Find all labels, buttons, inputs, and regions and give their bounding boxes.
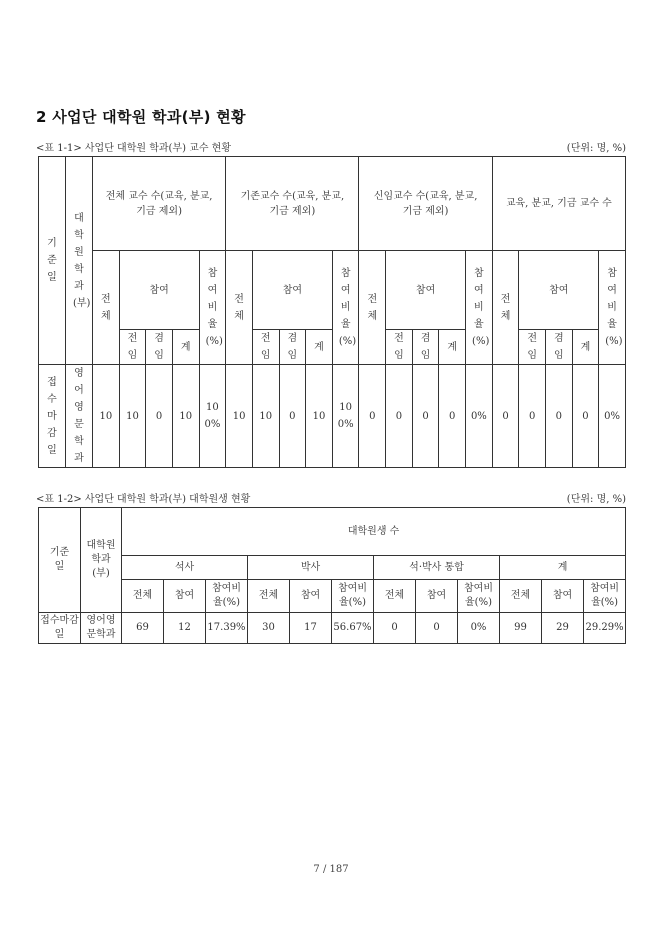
cell-total: 10 (93, 365, 120, 468)
cell-total: 30 (248, 613, 290, 644)
header-participation: 참여 (252, 251, 332, 330)
header-department: 대학원학과(부) (81, 508, 122, 613)
cell-ratio: 0% (466, 365, 493, 468)
cell-sum: 0 (439, 365, 466, 468)
cell-total: 99 (500, 613, 542, 644)
header-ratio: 참여비율(%) (458, 580, 500, 613)
header-group-all-faculty: 전체 교수 수(교육, 분교, 기금 제외) (93, 157, 226, 251)
header-total: 전체 (492, 251, 519, 365)
cell-ratio: 56.67% (332, 613, 374, 644)
table-row (39, 613, 626, 644)
header-participation: 참여 (290, 580, 332, 613)
cell-total: 0 (374, 613, 416, 644)
header-full-time: 전임 (386, 330, 413, 365)
header-full-time: 전임 (252, 330, 279, 365)
table1-caption: <표 1-1> 사업단 대학원 학과(부) 교수 현황 (36, 143, 231, 154)
header-concurrent: 겸임 (412, 330, 439, 365)
header-group-sum: 계 (500, 556, 626, 580)
cell-ratio: 29.29% (584, 613, 626, 644)
header-participation: 참여 (164, 580, 206, 613)
cell-participation: 0 (416, 613, 458, 644)
header-ratio: 참여비율(%) (332, 580, 374, 613)
header-participation: 참여 (519, 251, 599, 330)
table2-unit: (단위: 명, %) (566, 494, 626, 505)
header-sum: 계 (439, 330, 466, 365)
cell-ratio: 100% (332, 365, 359, 468)
cell-sum: 10 (172, 365, 199, 468)
cell-concurrent: 0 (146, 365, 173, 468)
faculty-table (38, 156, 626, 468)
header-participation: 참여 (416, 580, 458, 613)
header-participation: 참여 (386, 251, 466, 330)
header-group-new-faculty: 신임교수 수(교육, 분교, 기금 제외) (359, 157, 492, 251)
table1-unit: (단위: 명, %) (566, 143, 626, 154)
cell-department: 영어영문학과 (66, 365, 93, 468)
header-total: 전체 (248, 580, 290, 613)
header-total: 전체 (226, 251, 253, 365)
cell-sum: 10 (306, 365, 333, 468)
cell-concurrent: 0 (279, 365, 306, 468)
header-group-existing-faculty: 기존교수 수(교육, 분교, 기금 제외) (226, 157, 359, 251)
cell-concurrent: 0 (545, 365, 572, 468)
cell-department: 영어영문학과 (81, 613, 122, 644)
header-group-other-faculty: 교육, 분교, 기금 교수 수 (492, 157, 625, 251)
cell-total: 0 (359, 365, 386, 468)
cell-ratio: 0% (599, 365, 626, 468)
header-base-date: 기준일 (39, 508, 81, 613)
header-group-masters: 석사 (122, 556, 248, 580)
cell-full-time: 0 (386, 365, 413, 468)
header-total: 전체 (374, 580, 416, 613)
cell-total: 10 (226, 365, 253, 468)
cell-participation: 17 (290, 613, 332, 644)
cell-ratio: 100% (199, 365, 226, 468)
header-concurrent: 겸임 (279, 330, 306, 365)
header-ratio: 참여비율(%) (199, 251, 226, 365)
header-sum: 계 (306, 330, 333, 365)
header-department: 대학원학과(부) (66, 157, 93, 365)
table-row (39, 365, 626, 468)
table2-caption: <표 1-2> 사업단 대학원 학과(부) 대학원생 현황 (36, 494, 251, 505)
header-ratio: 참여비율(%) (332, 251, 359, 365)
cell-concurrent: 0 (412, 365, 439, 468)
cell-full-time: 10 (252, 365, 279, 468)
header-total: 전체 (500, 580, 542, 613)
header-sum: 계 (172, 330, 199, 365)
graduate-students-table (38, 507, 626, 644)
header-total: 전체 (122, 580, 164, 613)
cell-base-date: 접수마감일 (39, 613, 81, 644)
cell-total: 69 (122, 613, 164, 644)
cell-ratio: 17.39% (206, 613, 248, 644)
header-ratio: 참여비율(%) (466, 251, 493, 365)
page-number: 7 / 187 (313, 864, 349, 875)
header-base-date: 기준일 (39, 157, 66, 365)
cell-sum: 0 (572, 365, 599, 468)
header-group-integrated: 석·박사 통합 (374, 556, 500, 580)
cell-participation: 29 (542, 613, 584, 644)
cell-ratio: 0% (458, 613, 500, 644)
cell-base-date: 접수마감일 (39, 365, 66, 468)
header-participation: 참여 (542, 580, 584, 613)
header-ratio: 참여비율(%) (584, 580, 626, 613)
header-concurrent: 겸임 (545, 330, 572, 365)
header-ratio: 참여비율(%) (599, 251, 626, 365)
header-total: 전체 (359, 251, 386, 365)
header-full-time: 전임 (519, 330, 546, 365)
header-ratio: 참여비율(%) (206, 580, 248, 613)
header-total: 전체 (93, 251, 120, 365)
cell-participation: 12 (164, 613, 206, 644)
cell-full-time: 0 (519, 365, 546, 468)
cell-total: 0 (492, 365, 519, 468)
header-concurrent: 겸임 (146, 330, 173, 365)
header-participation: 참여 (119, 251, 199, 330)
header-group-doctoral: 박사 (248, 556, 374, 580)
header-sum: 계 (572, 330, 599, 365)
header-students: 대학원생 수 (122, 508, 626, 556)
section-title: 2 사업단 대학원 학과(부) 현황 (36, 108, 246, 126)
header-full-time: 전임 (119, 330, 146, 365)
cell-full-time: 10 (119, 365, 146, 468)
